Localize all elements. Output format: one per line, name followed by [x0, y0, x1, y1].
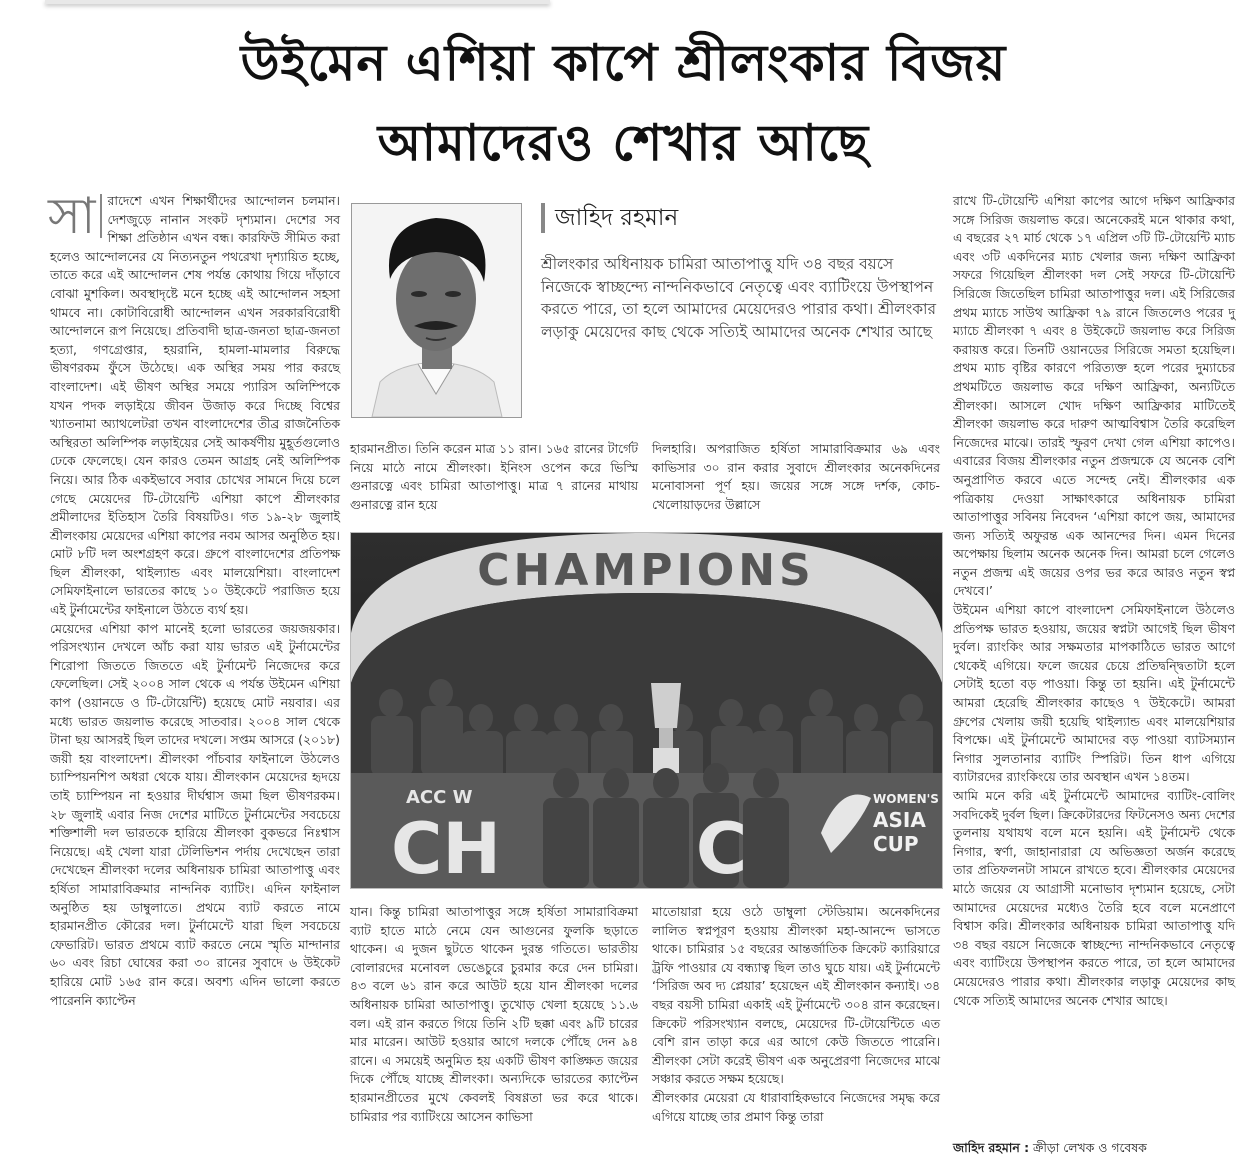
paragraph: রাখে টি-টোয়েন্টি এশিয়া কাপের আগে দক্ষিণ আফ্রিকার সঙ্গে সিরিজ জয়লাভ করে। অনেকেরই মনে থাকার কথা, এ বছরের ২৭ মার্চ থেকে ১৭ এপ্রিল ৩টি টি-টোয়েন্টি ম্যাচ এবং ৩টি একদিনের ম্যাচ খেলার জন্য দক্ষিণ আফ্রিকা সফরে গিয়েছিল শ্রীলংকা দল সেই সফরে টি-টোয়েন্টি সিরিজে জিতেছিল চামিরা আতাপাত্তুর দল। এই সিরিজের প্রথম ম্যাচে সাউথ আফ্রিকা ৭৯ রানে জিতলেও পরের দু ম্যাচে শ্রীলংকা ৭ এবং ৪ উইকেটে জয়লাভ করে সিরিজ করায়ত্ত করে। তিনটি ওয়ানডের সিরিজে সমতা হয়েছিল। প্রথম ম্যাচ বৃষ্টির কারণে পরিত্যক্ত হলে পরের দুম্যাচের প্রথমটিতে জয়লাভ করে দক্ষিণ আফ্রিকা, অন্যটিতে শ্রীলংকা। আসলে খোদ দক্ষিণ আফ্রিকার মাটিতেই শ্রীলংকা জয়লাভ করে দারুণ আত্মবিশ্বাস তৈরি করেছিল নিজেদের মাঝে। তারই স্ফুরণ দেখা গেল এশিয়া কাপেও। এবারের বিজয় শ্রীলংকার নতুন প্রজন্মকে যে অনেক বেশি অনুপ্রাণিত করবে এতে সন্দেহ নেই। শ্রীলংকার এক পত্রিকায় দেওয়া সাক্ষাৎকারে অধিনায়ক চামিরা আতাপাত্তুর সবিনয় নিবেদন ‘এশিয়া কাপে জয়, আমাদের জন্য সত্যিই অফুরন্ত এক আনন্দের দিন। এমন দিনের অপেক্ষায় ছিলাম অনেক অনেক দিন। আমরা চলে গেলেও নতুন প্রজন্ম এই জয়ের ওপর ভর করে আরও নতুন স্বপ্ন দেখবে।’ — [953, 193, 1235, 599]
logo-asia-text: ASIA — [873, 808, 926, 832]
paragraph: আমি মনে করি এই টুর্নামেন্টে আমাদের ব্যাটিং-বোলিং সবদিকেই দুর্বল ছিল। ক্রিকেটারদের ফিটনেসও অন্য দেশের তুলনায় যথাযথ বলে মনে হয়নি। এই টুর্নামেন্ট থেকে নিগার, স্বর্ণা, জাহানারারা যে অভিজ্ঞতা অর্জন করেছে তার প্রতিফলনটা সামনে রাখতে হবে। শ্রীলংকার মেয়েদের মাঠে জয়ের যে আগ্রাসী মনোভাব দৃশ্যমান হয়েছে, সেটা আমাদের মেয়েদের মধ্যেও তৈরি হবে বলে মনেপ্রাণে বিশ্বাস করি। শ্রীলংকার অধিনায়ক চামিরা আতাপাত্তু যদি ৩৪ বছর বয়সে নিজেকে স্বাচ্ছন্দ্যে নান্দনিকভাবে নেতৃত্বে এবং ব্যাটিংয়ে উপস্থাপন করতে পারে, তা হলে আমাদের মেয়েদেরও পারার কথা। শ্রীলংকার লড়াকু মেয়েদের কাছ থেকে সত্যিই আমাদের অনেক শেখার আছে। — [953, 788, 1235, 1008]
drop-cap: সা — [48, 194, 102, 238]
banner-big-text: CH C — [391, 808, 748, 888]
logo-cup-text: CUP — [873, 832, 919, 856]
paragraph-text: রাদেশে এখন শিক্ষার্থীদের আন্দোলন চলমান। দেশজুড়ে নানান সংকট দৃশ্যমান। দেশের সব শিক্ষা প্রতিষ্ঠান এখন বন্ধ। কারফিউ সীমিত করা হলেও আন্দোলনের যে নিত্যনতুন পথরেখা দৃশ্যায়িত হচ্ছে, তাতে করে এই আন্দোলন শেষ পর্যন্ত কোথায় গিয়ে দাঁড়াবে বোঝা মুশকিল। অবস্থাদৃষ্টে মনে হচ্ছে এই আন্দোলন সহসা থামবে না। কোটাবিরোধী আন্দোলন এখন সরকারবিরোধী আন্দোলনে রূপ নিয়েছে। প্রতিবাদী ছাত্র-জনতা ছাত্র-জনতা হত্যা, গণগ্রেপ্তার, হয়রানি, হামলা-মামলার বিরুদ্ধে ভীষণরকম ফুঁসে উঠেছে। এক অস্থির সময় পার করছে বাংলাদেশ। এই ভীষণ অস্থির সময়ে প্যারিস অলিম্পিকে যখন পদক লড়াইয়ে জীবন উজাড় করে দিচ্ছে বিশ্বের খ্যাতনামা অ্যাথলেটরা তখন বাংলাদেশের তীব্র রাজনৈতিক অস্থিরতা অলিম্পিক লড়াইয়ের সেই আকর্ষণীয় মুহূর্তগুলোও ঢেকে ফেলেছে। যেন কারও তেমন আগ্রহ নেই অলিম্পিক নিয়ে। আর ঠিক একইভাবে সবার চোখের সামনে দিয়ে চলে গেছে মেয়েদের টি-টোয়েন্টি এশিয়া কাপে শ্রীলংকার প্রমীলাদের ইতিহাস তৈরি বিষয়টিও। গত ১৯-২৮ জুলাই শ্রীলংকায় মেয়েদের এশিয়া কাপের নবম আসর অনুষ্ঠিত হয়। মোট ৮টি দল অংশগ্রহণ করে। গ্রুপে বাংলাদেশের প্রতিপক্ষ ছিল শ্রীলংকা, থাইল্যান্ড এবং মালয়েশিয়া। বাংলাদেশ সেমিফাইনালে ভারতের কাছে ১০ উইকেটে পরাজিত হয়ে এই টুর্নামেন্টের ফাইনালে উঠতে ব্যর্থ হয়। — [50, 193, 340, 618]
headline-line-2: আমাদেরও শেখার আছে — [377, 113, 870, 172]
paragraph: মেয়েদের এশিয়া কাপ মানেই হলো ভারতের জয়জয়কার। পরিসংখ্যান দেখলে আঁচ করা যায় ভারত এই টুর্নামেন্টের শিরোপা জিততে জিততে এই টুর্নামেন্ট নিজেদের করে ফেলেছিল। সেই ২০০৪ সাল থেকে এ পর্যন্ত উইমেন এশিয়া কাপ (ওয়ানডে ও টি-টোয়েন্টি) হয়েছে মোট নয়বার। এর মধ্যে ভারত জয়লাভ করেছে সাতবার। ২০০৪ সাল থেকে টানা ছয় আসরই ছিল তাদের দখলে। সপ্তম আসরে (২০১৮) জয়ী হয় বাংলাদেশ। শ্রীলংকা পাঁচবার ফাইনালে উঠলেও চ্যাম্পিয়নশিপ অধরা থেকে যায়। শ্রীলংকান মেয়েদের হৃদয়ে তাই চ্যাম্পিয়ন না হওয়ার দীর্ঘশ্বাস জমা ছিল ভীষণরকম। ২৮ জুলাই এবার নিজ দেশের মাটিতে টুর্নামেন্টের সবচেয়ে শক্তিশালী দল ভারতকে হারিয়ে শ্রীলংকা বুকভরে নিঃশ্বাস নিয়েছে। এই খেলা যারা টেলিভিশন পর্দায় দেখেছেন তারা দেখেছেন শ্রীলংকা দলের অধিনায়ক চামিরা আতাপাত্তু এবং হর্ষিতা সামারাবিক্রমার নান্দনিক ব্যাটিং। এদিন ফাইনাল অনুষ্ঠিত হয় ডাম্বুলাতে। প্রথমে ব্যাট করতে নামে হারমানপ্রীত কৌরের দল। টুর্নামেন্টে যারা ছিল সবচেয়ে ফেভারিট। ভারত প্রথমে ব্যাট করতে নেমে স্মৃতি মান্দানার ৬০ এবং রিচা ঘোষের করা ৩০ রানের সুবাদে ৬ উইকেট হারিয়ে মোট ১৬৫ রান করে। অবশ্য এদিন ভালো করতে পারেননি ক্যাপ্টেন — [50, 620, 340, 1008]
article-column-2-top — [350, 440, 638, 514]
paragraph: উইমেন এশিয়া কাপে বাংলাদেশ সেমিফাইনালে উঠলেও প্রতিপক্ষ ভারত হওয়ায়, জয়ের স্বপ্নটা আগেই ছিল ভীষণ দুর্বল। র‍্যাংকিং আর সক্ষমতার মাপকাঠিতে ভারত আগে থেকেই এগিয়ে। ফলে জয়ের চেয়ে প্রতিদ্বন্দ্বিতাটা হলে সেটাই হতো বড় পাওয়া। কিন্তু তা হয়নি। এই টুর্নামেন্টে আমরা হেরেছি শ্রীলংকার কাছেও ৭ উইকেটে। আমরা গ্রুপের খেলায় জয়ী হয়েছি থাইল্যান্ড এবং মালয়েশিয়ার বিপক্ষে। এই টুর্নামেন্টে আমাদের বড় পাওয়া ব্যাটসম্যান নিগার সুলতানার ব্যাটিং স্পিরিট। তিন ধাপ এগিয়ে ব্যাটারদের র‍্যাংকিংয়ে তার অবস্থান এখন ১৪তম। — [953, 602, 1235, 785]
author-photo-icon — [352, 204, 521, 417]
champions-photo — [350, 532, 943, 889]
signature-role: ক্রীড়া লেখক ও গবেষক — [1032, 1140, 1147, 1155]
pull-quote: শ্রীলংকার অধিনায়ক চামিরা আতাপাত্তু যদি ৩৪ বছর বয়সে নিজেকে স্বাচ্ছন্দ্যে নান্দনিকভাবে নেতৃত্বে এবং ব্যাটিংয়ে উপস্থাপন করতে পারে, তা হলে আমাদের মেয়েদেরও পারার কথা। শ্রীলংকার লড়াকু মেয়েদের কাছ থেকে সত্যিই আমাদের অনেক শেখার আছে — [541, 255, 936, 341]
paragraph: যান। কিন্তু চামিরা আতাপাত্তুর সঙ্গে হর্ষিতা সামারাবিক্রমা ব্যাট হাতে মাঠে নেমে যেন আগুনের ফুলকি ছড়াতে থাকেন। এ দুজন ছুটতে থাকেন দুরন্ত গতিতে। ভারতীয় বোলারদের মনোবল ভেঙেচুরে চুরমার করে দেন চামিরা। ৪৩ বলে ৬১ রান করে আউট হয়ে যান শ্রীলংকা দলের অধিনায়ক চামিরা আতাপাত্তু। তুখোড় খেলা হয়েছে ১১.৬ বল। এই রান করতে গিয়ে তিনি ২টি ছক্কা এবং ৯টি চারের মার মারেন। আউট হওয়ার আগে দলকে পৌঁছে দেন ৯৪ রানে। এ সময়েই অনুমিত হয় একটি ভীষণ কাঙ্ক্ষিত জয়ের দিকে পৌঁছে যাচ্ছে শ্রীলংকা। অন্যদিকে ভারতের ক্যাপ্টেন হারমানপ্রীতের মুখে কেবলই বিষণ্ণতা ভর করে থাকে। চামিরার পর ব্যাটিংয়ে আসেন কাভিসা — [350, 904, 638, 1124]
paragraph: শ্রীলংকার মেয়েরা যে ধারাবাহিকভাবে নিজেদের সমৃদ্ধ করে এগিয়ে যাচ্ছে তার প্রমাণ কিন্তু তারা — [652, 1089, 940, 1124]
article-column-3-top — [652, 440, 940, 514]
paragraph: দিলহারি। অপরাজিত হর্ষিতা সামারাবিক্রমার ৬৯ এবং কাভিসার ৩০ রান করার সুবাদে শ্রীলংকার অনেকদিনের মনোবাসনা পূর্ণ হয়। জয়ের সঙ্গে সঙ্গে দর্শক, কোচ-খেলোয়াড়দের উল্লাসে — [652, 441, 940, 512]
logo-womens-text: WOMEN'S — [873, 792, 939, 806]
paragraph: মাতোয়ারা হয়ে ওঠে ডাম্বুলা স্টেডিয়াম। অনেকদিনের লালিত স্বপ্নপূরণ হওয়ায় শ্রীলংকা মহা-আনন্দে ভাসতে থাকে। চামিরার ১৫ বছরের আন্তর্জাতিক ক্রিকেট ক্যারিয়ারে ট্রফি পাওয়ার যে বন্ধ্যাত্ব ছিল তাও ঘুচে যায়। এই টুর্নামেন্টে ‘সিরিজ অব দ্য প্লেয়ার’ হয়েছেন এই শ্রীলংকান কন্যাই। ৩৪ বছর বয়সী চামিরা একাই এই টুর্নামেন্টে ৩০৪ রান করেছেন। ক্রিকেট পরিসংখ্যান বলছে, মেয়েদের টি-টোয়েন্টিতে এত বেশি রান তাড়া করে এর আগে কেউ জিততে পারেনি। শ্রীলংকা সেটা করেই ভীষণ এক অনুপ্রেরণা নিজেদের মাঝে সঞ্চার করতে সক্ষম হয়েছে। — [652, 904, 940, 1087]
page-edge-shadow — [45, 0, 550, 4]
paragraph — [48, 187, 340, 620]
author-signature — [953, 1140, 1147, 1160]
article-column-4 — [953, 192, 1235, 1010]
team-celebration-image — [351, 533, 942, 888]
signature-name: জাহিদ রহমান : — [953, 1140, 1030, 1155]
article-column-1 — [48, 187, 340, 1010]
banner-acc-text: ACC W — [406, 787, 473, 808]
banner-champions-text: CHAMPIONS — [477, 545, 815, 596]
article-column-3-bottom — [652, 903, 940, 1126]
author-portrait — [351, 203, 522, 418]
headline-line-1: উইমেন এশিয়া কাপে শ্রীলংকার বিজয় — [240, 33, 1007, 92]
author-byline: জাহিদ রহমান — [541, 203, 678, 233]
paragraph: হারমানপ্রীত। তিনি করেন মাত্র ১১ রান। ১৬৫ রানের টার্গেট নিয়ে মাঠে নামে শ্রীলংকা। ইনিংস ওপেন করে ভিস্মি গুনারত্নে এবং চামিরা আতাপাত্তু। মাত্র ৭ রানের মাথায় গুনারত্নে রান হয়ে — [350, 441, 638, 512]
article-column-2-bottom — [350, 903, 638, 1126]
